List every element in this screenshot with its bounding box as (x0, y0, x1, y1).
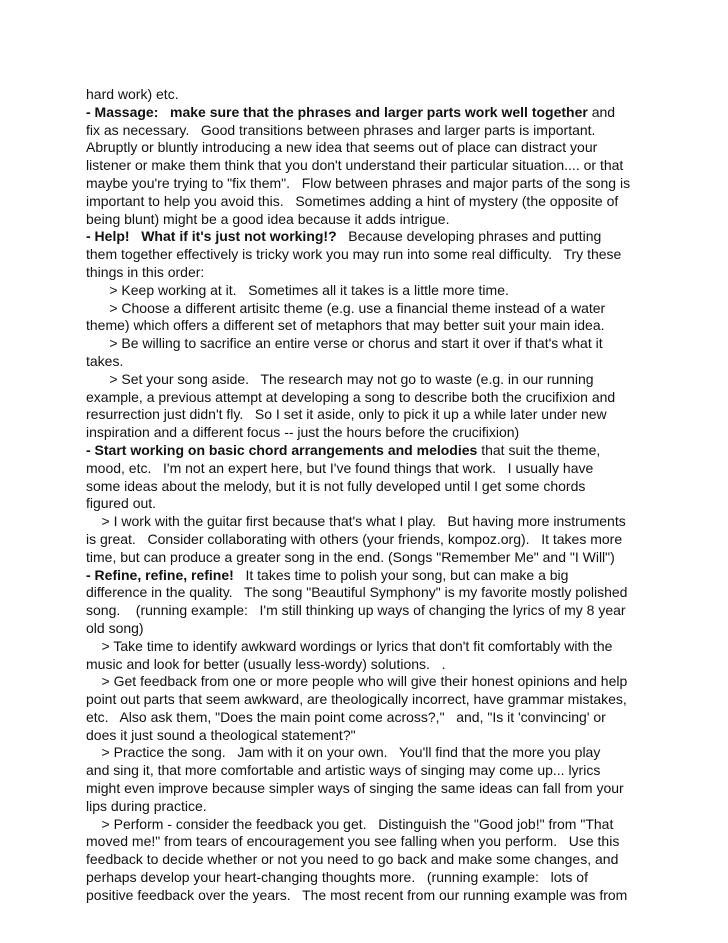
line-text: them together effectively is tricky work you may run into some real difficulty. Try these (86, 246, 622, 263)
text-line (86, 656, 646, 674)
line-text: maybe you're trying to "fix them". Flow between phrases and major parts of the song is (86, 174, 631, 191)
text-line (86, 744, 646, 762)
line-text: inspiration and a different focus -- just the hours before the crucifixion) (86, 424, 520, 441)
text-line (86, 513, 646, 531)
line-text: fix as necessary. Good transitions between phrases and larger parts is important. (86, 121, 596, 138)
bold-heading: - Massage: make sure that the phrases and larger parts work well together (86, 103, 588, 120)
text-line (86, 228, 646, 246)
text-line (86, 282, 646, 300)
text-line (86, 389, 646, 407)
line-text: old song) (86, 619, 144, 636)
line-text: is great. Consider collaborating with others (your friends, kompoz.org). It takes more (86, 530, 623, 547)
text-line (86, 584, 646, 602)
text-line (86, 157, 646, 175)
line-text: > Perform - consider the feedback you get. Distinguish the "Good job!" from "That (86, 815, 614, 832)
text-line (86, 549, 646, 567)
line-text: point out parts that seem awkward, are theologically incorrect, have grammar mistakes, (86, 691, 627, 708)
text-line (86, 762, 646, 780)
line-text: moved me!" from tears of encouragement you see falling when you perform. Use this (86, 833, 620, 850)
text-line (86, 460, 646, 478)
text-line (86, 478, 646, 496)
line-text: > Practice the song. Jam with it on your own. You'll find that the more you play (86, 744, 601, 761)
text-line (86, 816, 646, 834)
line-text: important to help you avoid this. Sometimes adding a hint of mystery (the opposite of (86, 192, 619, 209)
line-text: hard work) etc. (86, 86, 179, 102)
text-line (86, 300, 646, 318)
line-text: positive feedback over the years. The most recent from our running example was from (86, 886, 628, 903)
text-line (86, 246, 646, 264)
text-line (86, 780, 646, 798)
bold-heading: - Start working on basic chord arrangements and melodies (86, 441, 478, 458)
text-line (86, 211, 646, 229)
line-text: > Get feedback from one or more people who will give their honest opinions and help (86, 673, 628, 690)
line-text: some ideas about the melody, but it is not fully developed until I get some chords (86, 477, 586, 494)
text-line (86, 495, 646, 513)
text-line (86, 869, 646, 887)
text-line (86, 335, 646, 353)
text-line (86, 193, 646, 211)
text-line (86, 727, 646, 745)
line-text: Because developing phrases and putting (336, 228, 602, 245)
line-text: things in this order: (86, 263, 205, 280)
text-line (86, 691, 646, 709)
text-line (86, 531, 646, 549)
text-line (86, 673, 646, 691)
line-text: > Take time to identify awkward wordings or lyrics that don't fit comfortably with the (86, 637, 613, 654)
line-text: music and look for better (usually less-wordy) solutions. . (86, 655, 446, 672)
document-page (86, 86, 646, 905)
text-line (86, 175, 646, 193)
line-text: being blunt) might be a good idea because it adds intrigue. (86, 210, 450, 227)
line-text: lips during practice. (86, 797, 207, 814)
text-line (86, 567, 646, 585)
line-text: theme) which offers a different set of metaphors that may better suit your main idea. (86, 317, 605, 334)
line-text: > Be willing to sacrifice an entire verse or chorus and start it over if that's what it (86, 335, 603, 352)
line-text: and (587, 103, 616, 120)
bold-heading: - Refine, refine, refine! (86, 566, 234, 583)
line-text: song. (running example: I'm still thinking up ways of changing the lyrics of my 8 year (86, 602, 626, 619)
line-text: listener or make them think that you don't understand their particular situation.... or that (86, 157, 624, 174)
line-text: feedback to decide whether or not you need to go back and make some changes, and (86, 851, 619, 868)
text-line (86, 317, 646, 335)
line-text: resurrection just didn't fly. So I set it aside, only to pick it up a while later under new (86, 406, 607, 423)
text-line (86, 353, 646, 371)
text-line (86, 602, 646, 620)
text-line (86, 104, 646, 122)
line-text: does it just sound a theological statement?" (86, 726, 356, 743)
line-text: figured out. (86, 495, 157, 512)
text-line (86, 139, 646, 157)
text-line (86, 406, 646, 424)
line-text: perhaps develop your heart-changing thoughts more. (running example: lots of (86, 869, 588, 886)
text-line (86, 851, 646, 869)
line-text: Abruptly or bluntly introducing a new idea that seems out of place can distract your (86, 139, 598, 156)
text-line (86, 371, 646, 389)
bold-heading: - Help! What if it's just not working!? (86, 228, 337, 245)
line-text: that suit the theme, (477, 441, 601, 458)
line-text: > Set your song aside. The research may not go to waste (e.g. in our running (86, 370, 594, 387)
line-text: > Choose a different artisitc theme (e.g. use a financial theme instead of a water (86, 299, 606, 316)
line-text: time, but can produce a greater song in the end. (Songs "Remember Me" and "I Will") (86, 548, 615, 565)
text-line (86, 833, 646, 851)
text-line (86, 442, 646, 460)
text-line (86, 620, 646, 638)
text-line (86, 638, 646, 656)
line-text: > I work with the guitar first because that's what I play. But having more instruments (86, 513, 626, 530)
line-text: etc. Also ask them, "Does the main point come across?," and, "Is it 'convincing' or (86, 708, 606, 725)
line-text: > Keep working at it. Sometimes all it takes is a little more time. (86, 281, 509, 298)
text-line (86, 424, 646, 442)
text-line (86, 264, 646, 282)
line-text: takes. (86, 352, 124, 369)
text-line (86, 709, 646, 727)
text-line (86, 86, 646, 104)
line-text: It takes time to polish your song, but can make a big (233, 566, 569, 583)
line-text: might even improve because simpler ways of singing the same ideas can fall from your (86, 780, 624, 797)
text-line (86, 887, 646, 905)
line-text: mood, etc. I'm not an expert here, but I've found things that work. I usually have (86, 459, 594, 476)
text-line (86, 798, 646, 816)
text-line (86, 122, 646, 140)
line-text: and sing it, that more comfortable and artistic ways of singing may come up... lyrics (86, 762, 601, 779)
line-text: example, a previous attempt at developing a song to describe both the crucifixion and (86, 388, 616, 405)
line-text: difference in the quality. The song "Beautiful Symphony" is my favorite mostly polished (86, 584, 628, 601)
